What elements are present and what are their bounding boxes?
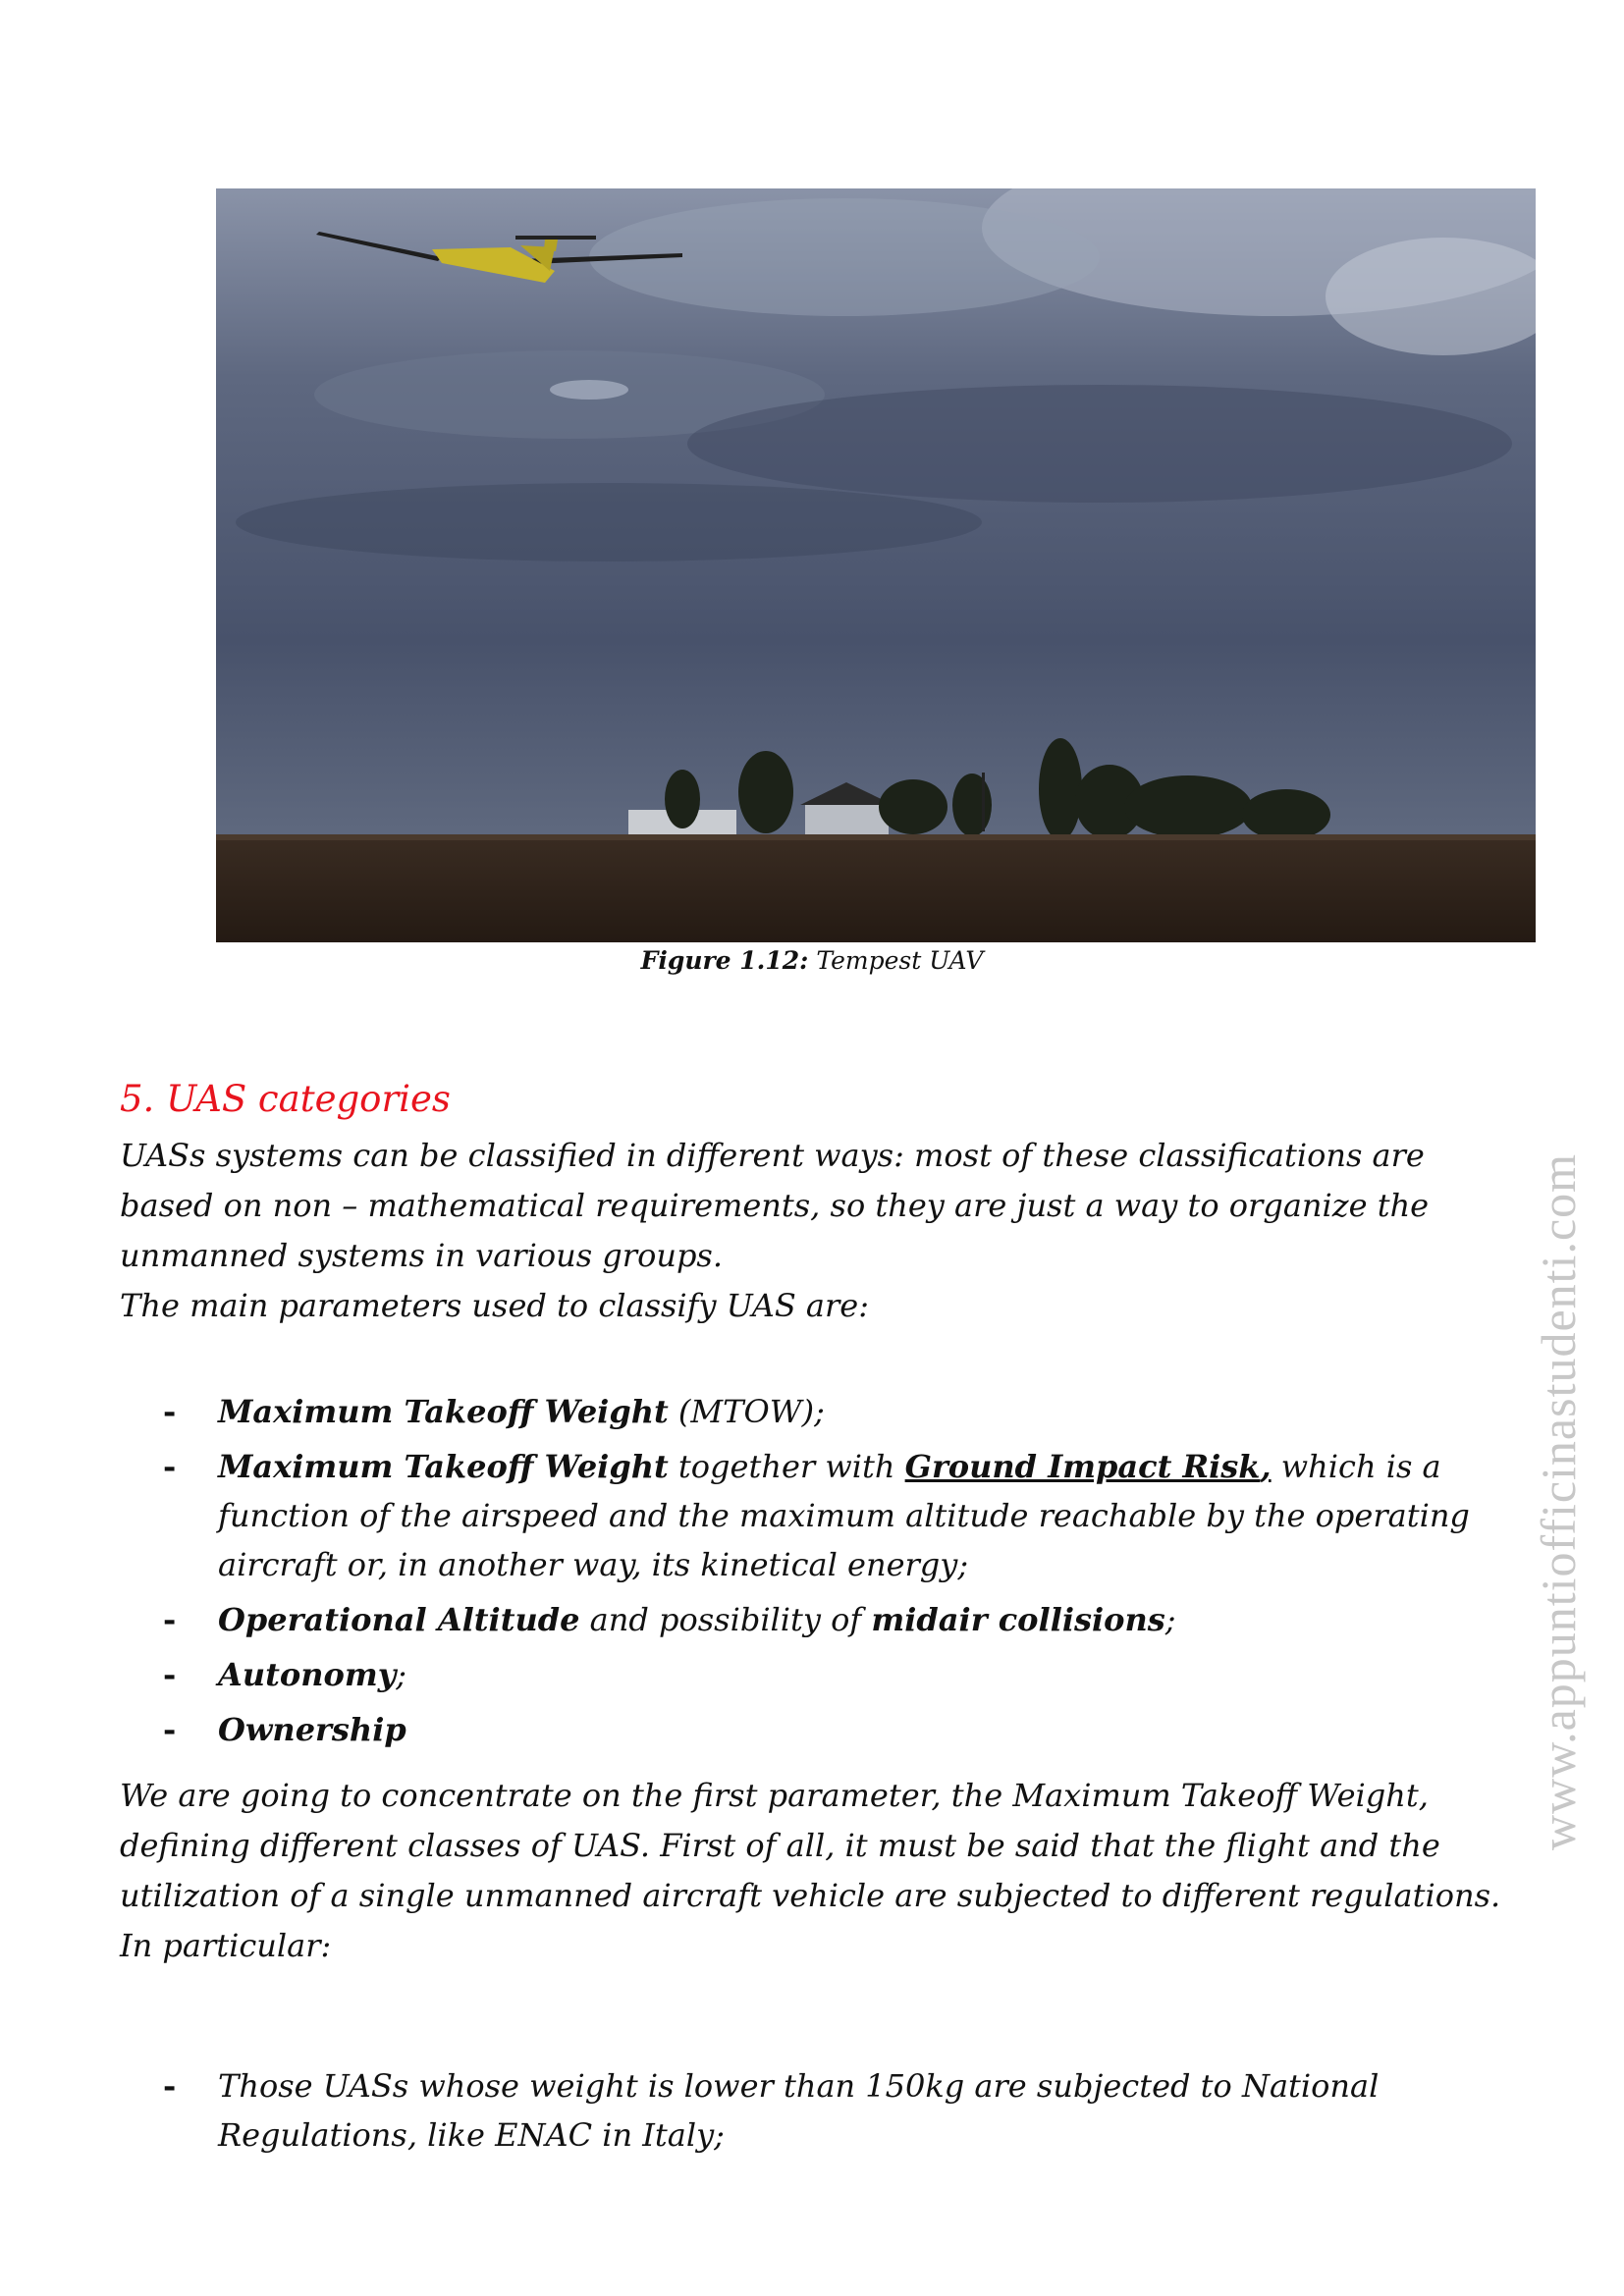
param-3-mid: and possibility of <box>579 1601 872 1638</box>
bullet-dash: - <box>163 1448 177 1485</box>
figure-title: Tempest UAV <box>816 946 984 975</box>
list-item <box>120 1387 1524 1436</box>
params-intro: The main parameters used to classify UAS are: <box>120 1287 870 1324</box>
list-item <box>120 2061 1524 2160</box>
param-4-rest: ; <box>396 1656 407 1693</box>
param-midair-collisions: midair collisions <box>871 1601 1165 1638</box>
param-2-rest: which is a function of the airspeed and the maximum altitude reachable by the operating aircraft or, in another way, its kinetical energy; <box>218 1448 1470 1583</box>
param-operational-altitude: Operational Altitude <box>218 1601 580 1638</box>
bullet-dash: - <box>163 1601 177 1638</box>
figure-caption <box>0 946 1624 975</box>
param-mtow: Maximum Takeoff Weight <box>218 1393 669 1430</box>
param-mtow-rest: (MTOW); <box>668 1393 825 1430</box>
bullet-dash: - <box>163 2067 177 2105</box>
param-3-rest: ; <box>1164 1601 1176 1638</box>
watermark: www.appuntiofficinastudenti.com <box>1531 1152 1586 1851</box>
list-item <box>120 1705 1524 1754</box>
param-ownership: Ownership <box>218 1711 406 1748</box>
param-2-comma: , <box>1260 1448 1272 1485</box>
intro-text: UASs systems can be classified in different ways: most of these classifications are based on non – mathematical requirements, so they are just a way to organize the unmanned systems in various groups. <box>120 1137 1430 1274</box>
bullet-dash: - <box>163 1393 177 1430</box>
figure-label: Figure 1.12: <box>640 946 809 975</box>
body-paragraph: We are going to concentrate on the first parameter, the Maximum Takeoff Weight, defining different classes of UAS. First of all, it must be said that the flight and the utilization of a single unmanned aircraft vehicle are subjected to different regulations. In particular: <box>120 1777 1501 1964</box>
param-autonomy: Autonomy <box>218 1656 397 1693</box>
bullet-dash: - <box>163 1656 177 1693</box>
regulations-list <box>120 2061 1524 2165</box>
list-item <box>120 1595 1524 1644</box>
intro-paragraph <box>120 1131 1524 1331</box>
section-heading: 5. UAS categories <box>120 1078 451 1120</box>
list-item <box>120 1650 1524 1699</box>
param-ground-impact-risk: Ground Impact Risk <box>904 1448 1261 1485</box>
list-item <box>120 1442 1524 1589</box>
param-2-mid: together with <box>668 1448 905 1485</box>
regulation-text: Those UASs whose weight is lower than 150kg are subjected to National Regulations, like ENAC in Italy; <box>218 2067 1380 2154</box>
param-mtow-2: Maximum Takeoff Weight <box>218 1448 669 1485</box>
tempest-uav-photo <box>216 188 1536 942</box>
parameters-list <box>120 1387 1524 1760</box>
bullet-dash: - <box>163 1711 177 1748</box>
